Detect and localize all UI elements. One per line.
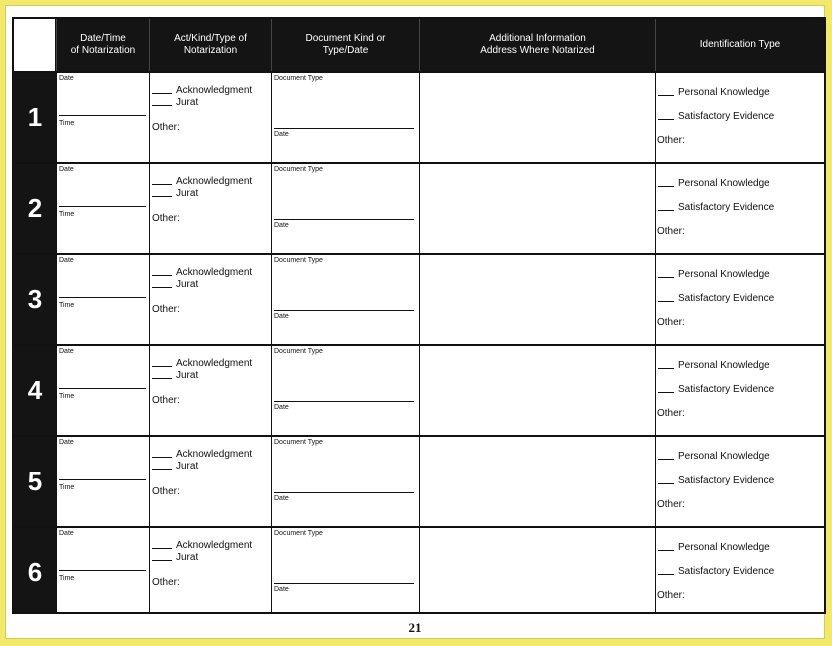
identification-cell — [655, 73, 824, 162]
personal-knowledge-option[interactable] — [658, 178, 770, 189]
additional-info-cell[interactable] — [419, 437, 655, 526]
document-kind-cell[interactable] — [271, 164, 419, 253]
header-date-time: Date/Time of Notarization — [56, 19, 149, 71]
page — [5, 5, 825, 639]
acknowledgment-option[interactable] — [152, 449, 252, 460]
satisfactory-evidence-blank[interactable] — [658, 119, 674, 120]
document-type-label: Document Type — [274, 530, 323, 537]
date-time-cell[interactable] — [56, 437, 149, 526]
satisfactory-evidence-label: Satisfactory Evidence — [678, 293, 775, 304]
additional-info-cell[interactable] — [419, 73, 655, 162]
document-type-line — [274, 219, 414, 220]
document-type-label: Document Type — [274, 348, 323, 355]
satisfactory-evidence-option[interactable] — [658, 293, 774, 304]
personal-knowledge-label: Personal Knowledge — [678, 360, 770, 371]
header-additional-info: Additional Information Address Where Notarized — [419, 19, 655, 71]
time-label: Time — [59, 120, 75, 127]
journal-entry-row — [14, 435, 824, 526]
acknowledgment-label: Acknowledgment — [176, 267, 253, 278]
date-line — [59, 206, 146, 207]
date-time-cell[interactable] — [56, 255, 149, 344]
satisfactory-evidence-blank[interactable] — [658, 301, 674, 302]
satisfactory-evidence-label: Satisfactory Evidence — [678, 384, 775, 395]
satisfactory-evidence-label: Satisfactory Evidence — [678, 475, 775, 486]
jurat-blank[interactable] — [152, 105, 172, 106]
entry-number: 4 — [14, 346, 56, 435]
personal-knowledge-blank[interactable] — [658, 95, 674, 96]
personal-knowledge-blank[interactable] — [658, 459, 674, 460]
identification-cell — [655, 528, 824, 614]
personal-knowledge-blank[interactable] — [658, 277, 674, 278]
date-time-cell[interactable] — [56, 164, 149, 253]
jurat-option[interactable] — [152, 97, 198, 108]
identification-cell — [655, 437, 824, 526]
act-other-label: Other: — [152, 395, 180, 406]
jurat-option[interactable] — [152, 279, 198, 290]
act-other-label: Other: — [152, 213, 180, 224]
jurat-label: Jurat — [176, 97, 199, 108]
acknowledgment-label: Acknowledgment — [176, 85, 253, 96]
document-type-line — [274, 310, 414, 311]
satisfactory-evidence-blank[interactable] — [658, 483, 674, 484]
table-header — [14, 19, 824, 71]
acknowledgment-blank[interactable] — [152, 366, 172, 367]
journal-entry-row — [14, 344, 824, 435]
jurat-blank[interactable] — [152, 469, 172, 470]
satisfactory-evidence-label: Satisfactory Evidence — [678, 566, 775, 577]
document-date-label: Date — [274, 404, 289, 411]
identification-cell — [655, 164, 824, 253]
acknowledgment-blank[interactable] — [152, 93, 172, 94]
personal-knowledge-option[interactable] — [658, 451, 770, 462]
jurat-blank[interactable] — [152, 196, 172, 197]
act-other-label: Other: — [152, 577, 180, 588]
jurat-blank[interactable] — [152, 378, 172, 379]
acknowledgment-blank[interactable] — [152, 548, 172, 549]
document-date-label: Date — [274, 131, 289, 138]
acknowledgment-option[interactable] — [152, 176, 252, 187]
document-date-label: Date — [274, 495, 289, 502]
acknowledgment-blank[interactable] — [152, 184, 172, 185]
document-date-label: Date — [274, 222, 289, 229]
personal-knowledge-blank[interactable] — [658, 368, 674, 369]
entry-number: 3 — [14, 255, 56, 344]
jurat-option[interactable] — [152, 461, 198, 472]
id-other-label: Other: — [657, 499, 685, 510]
satisfactory-evidence-label: Satisfactory Evidence — [678, 111, 775, 122]
jurat-label: Jurat — [176, 461, 199, 472]
id-other-label: Other: — [657, 408, 685, 419]
acknowledgment-label: Acknowledgment — [176, 449, 253, 460]
acknowledgment-label: Acknowledgment — [176, 540, 253, 551]
additional-info-cell[interactable] — [419, 528, 655, 614]
date-label: Date — [59, 530, 74, 537]
document-type-line — [274, 583, 414, 584]
satisfactory-evidence-blank[interactable] — [658, 574, 674, 575]
entry-number: 6 — [14, 528, 56, 614]
personal-knowledge-label: Personal Knowledge — [678, 451, 770, 462]
id-other-label: Other: — [657, 317, 685, 328]
journal-entry-row — [14, 71, 824, 162]
act-kind-cell — [149, 255, 271, 344]
date-time-cell[interactable] — [56, 528, 149, 614]
personal-knowledge-label: Personal Knowledge — [678, 269, 770, 280]
additional-info-cell[interactable] — [419, 164, 655, 253]
jurat-label: Jurat — [176, 552, 199, 563]
id-other-label: Other: — [657, 135, 685, 146]
document-kind-cell[interactable] — [271, 528, 419, 614]
document-type-label: Document Type — [274, 257, 323, 264]
date-time-cell[interactable] — [56, 346, 149, 435]
id-other-label: Other: — [657, 226, 685, 237]
time-label: Time — [59, 393, 75, 400]
jurat-label: Jurat — [176, 279, 199, 290]
notary-journal-form — [12, 17, 826, 614]
additional-info-cell[interactable] — [419, 255, 655, 344]
acknowledgment-option[interactable] — [152, 540, 252, 551]
act-kind-cell — [149, 73, 271, 162]
satisfactory-evidence-option[interactable] — [658, 384, 774, 395]
date-line — [59, 479, 146, 480]
entry-number: 1 — [14, 73, 56, 162]
date-line — [59, 115, 146, 116]
date-line — [59, 297, 146, 298]
document-type-label: Document Type — [274, 75, 323, 82]
jurat-label: Jurat — [176, 188, 199, 199]
additional-info-cell[interactable] — [419, 346, 655, 435]
date-label: Date — [59, 257, 74, 264]
document-type-label: Document Type — [274, 439, 323, 446]
journal-entry-row — [14, 253, 824, 344]
id-other-label: Other: — [657, 590, 685, 601]
date-time-cell[interactable] — [56, 73, 149, 162]
jurat-option[interactable] — [152, 188, 198, 199]
document-type-label: Document Type — [274, 166, 323, 173]
act-kind-cell — [149, 437, 271, 526]
jurat-option[interactable] — [152, 552, 198, 563]
document-date-label: Date — [274, 313, 289, 320]
identification-cell — [655, 255, 824, 344]
date-label: Date — [59, 439, 74, 446]
jurat-blank[interactable] — [152, 287, 172, 288]
personal-knowledge-label: Personal Knowledge — [678, 542, 770, 553]
header-act-kind: Act/Kind/Type of Notarization — [149, 19, 271, 71]
time-label: Time — [59, 484, 75, 491]
personal-knowledge-option[interactable] — [658, 542, 770, 553]
document-type-line — [274, 128, 414, 129]
document-kind-cell[interactable] — [271, 437, 419, 526]
satisfactory-evidence-option[interactable] — [658, 566, 774, 577]
journal-entry-row — [14, 526, 824, 614]
jurat-label: Jurat — [176, 370, 199, 381]
entry-number: 5 — [14, 437, 56, 526]
document-type-line — [274, 492, 414, 493]
identification-cell — [655, 346, 824, 435]
jurat-option[interactable] — [152, 370, 198, 381]
date-label: Date — [59, 166, 74, 173]
header-identification-type: Identification Type — [655, 19, 824, 71]
time-label: Time — [59, 575, 75, 582]
acknowledgment-label: Acknowledgment — [176, 176, 253, 187]
act-kind-cell — [149, 164, 271, 253]
satisfactory-evidence-option[interactable] — [658, 202, 774, 213]
act-other-label: Other: — [152, 304, 180, 315]
personal-knowledge-option[interactable] — [658, 87, 770, 98]
acknowledgment-option[interactable] — [152, 85, 252, 96]
personal-knowledge-label: Personal Knowledge — [678, 87, 770, 98]
document-kind-cell[interactable] — [271, 346, 419, 435]
header-document-kind: Document Kind or Type/Date — [271, 19, 419, 71]
acknowledgment-blank[interactable] — [152, 275, 172, 276]
date-label: Date — [59, 75, 74, 82]
satisfactory-evidence-blank[interactable] — [658, 392, 674, 393]
acknowledgment-label: Acknowledgment — [176, 358, 253, 369]
act-kind-cell — [149, 528, 271, 614]
time-label: Time — [59, 302, 75, 309]
document-kind-cell[interactable] — [271, 73, 419, 162]
personal-knowledge-option[interactable] — [658, 360, 770, 371]
header-corner — [14, 19, 56, 71]
page-number: 21 — [408, 620, 422, 635]
jurat-blank[interactable] — [152, 560, 172, 561]
satisfactory-evidence-option[interactable] — [658, 475, 774, 486]
acknowledgment-option[interactable] — [152, 358, 252, 369]
act-other-label: Other: — [152, 486, 180, 497]
satisfactory-evidence-option[interactable] — [658, 111, 774, 122]
journal-entry-row — [14, 162, 824, 253]
act-kind-cell — [149, 346, 271, 435]
document-type-line — [274, 401, 414, 402]
document-kind-cell[interactable] — [271, 255, 419, 344]
acknowledgment-blank[interactable] — [152, 457, 172, 458]
personal-knowledge-blank[interactable] — [658, 550, 674, 551]
document-date-label: Date — [274, 586, 289, 593]
entry-number: 2 — [14, 164, 56, 253]
date-line — [59, 570, 146, 571]
personal-knowledge-label: Personal Knowledge — [678, 178, 770, 189]
date-label: Date — [59, 348, 74, 355]
satisfactory-evidence-label: Satisfactory Evidence — [678, 202, 775, 213]
personal-knowledge-blank[interactable] — [658, 186, 674, 187]
date-line — [59, 388, 146, 389]
personal-knowledge-option[interactable] — [658, 269, 770, 280]
act-other-label: Other: — [152, 122, 180, 133]
acknowledgment-option[interactable] — [152, 267, 252, 278]
time-label: Time — [59, 211, 75, 218]
satisfactory-evidence-blank[interactable] — [658, 210, 674, 211]
